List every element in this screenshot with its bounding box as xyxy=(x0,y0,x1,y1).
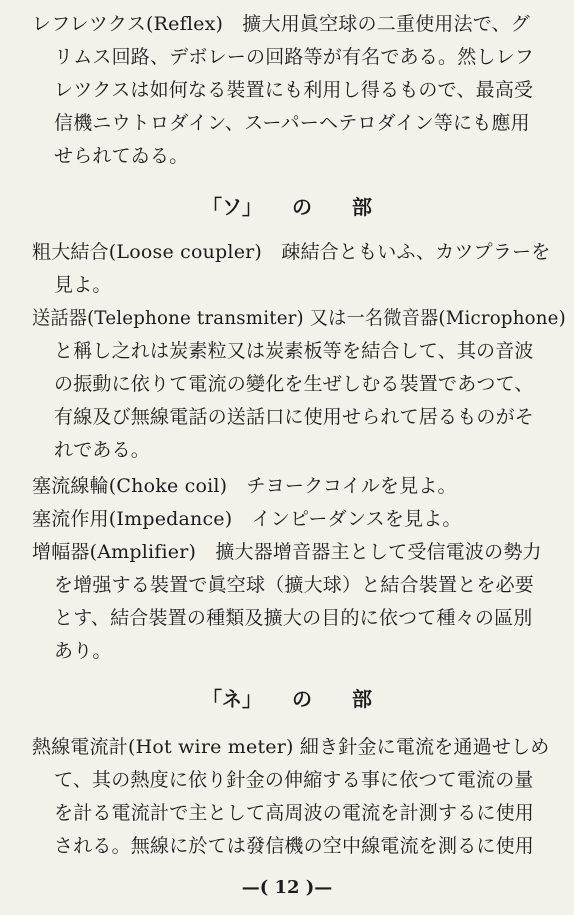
entry-telephone-transmitter-line: 有線及び無線電話の送話口に使用せられて居るものがそ xyxy=(54,406,535,428)
entry-amplifier-line: あり。 xyxy=(54,640,112,662)
entry-reflex-line: レフレツクス(Reflex) 擴大用眞空球の二重使用法で、グ xyxy=(32,13,530,35)
entry-amplifier-line: とす、結合裝置の種類及擴大の目的に依つて種々の區別 xyxy=(54,607,533,629)
entry-telephone-transmitter-line: 送話器(Telephone transmiter) 又は一名微音器(Microphone) xyxy=(32,307,566,329)
entry-hot-wire-meter-line: 熱線電流計(Hot wire meter) 細き針金に電流を通過せしめ xyxy=(32,736,550,758)
section-heading-so: 「ソ」 の 部 xyxy=(202,195,372,219)
entry-choke-coil-line: 塞流線輪(Choke coil) チヨークコイルを見よ。 xyxy=(32,475,457,497)
entry-reflex-line: せられてゐる。 xyxy=(54,145,189,167)
entry-loose-coupler-line: 見よ。 xyxy=(54,274,112,296)
entry-telephone-transmitter-line: と稱し之れは炭素粒又は炭素板等を結合して、其の音波 xyxy=(54,340,534,362)
entry-hot-wire-meter-line: て、其の熱度に依り針金の伸縮する事に依つて電流の量 xyxy=(54,769,534,791)
entry-loose-coupler-line: 粗大結合(Loose coupler) 疎結合ともいふ、カツプラーを xyxy=(32,241,551,263)
entry-amplifier-line: 增幅器(Amplifier) 擴大器增音器主として受信電波の勢力 xyxy=(32,541,542,563)
entry-reflex-line: レツクスは如何なる裝置にも利用し得るもので、最高受 xyxy=(54,79,534,101)
entry-impedance-line: 塞流作用(Impedance) インピーダンスを見よ。 xyxy=(32,508,462,530)
section-heading-ne: 「ネ」 の 部 xyxy=(202,687,372,711)
entry-telephone-transmitter-line: れである。 xyxy=(54,439,151,461)
entry-telephone-transmitter-line: の振動に依りて電流の變化を生ぜしむる裝置であつて、 xyxy=(54,373,534,395)
entry-reflex-line: リムス回路、デボレーの回路等が有名である。然しレフ xyxy=(54,46,535,68)
page-number: —( 12 )— xyxy=(241,877,333,898)
entry-hot-wire-meter-line: を計る電流計で主として高周波の電流を計測するに使用 xyxy=(54,802,535,824)
entry-hot-wire-meter-line: される。無線に於ては發信機の空中線電流を測るに使用 xyxy=(54,835,535,857)
entry-amplifier-line: を增强する裝置で眞空球（擴大球）と結合裝置とを必要 xyxy=(54,574,535,596)
entry-reflex-line: 信機ニウトロダイン、スーパーヘテロダイン等にも應用 xyxy=(54,112,530,134)
